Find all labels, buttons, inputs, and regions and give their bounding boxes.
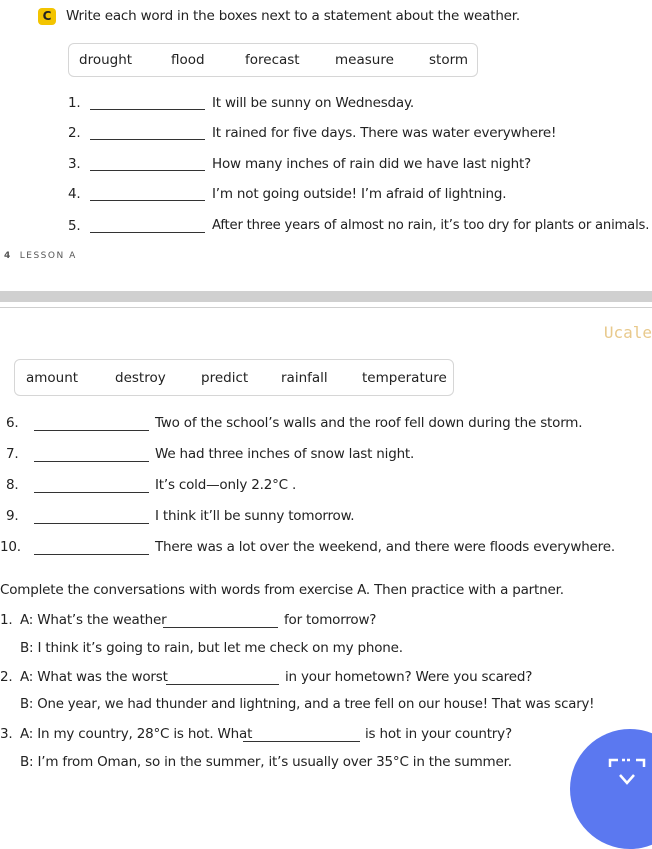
- item-number: 7.: [6, 446, 19, 462]
- line-a-end: in your hometown? Were you scared?: [285, 669, 533, 685]
- word-temperature: temperature: [362, 370, 447, 386]
- answer-blank[interactable]: [90, 200, 205, 201]
- line-b: B: I’m from Oman, so in the summer, it’s usually over 35°C in the summer.: [20, 754, 512, 770]
- item-statement: How many inches of rain did we have last night?: [212, 156, 532, 172]
- conversation-number: 2.: [0, 669, 13, 685]
- watermark: Ucale: [603, 323, 652, 342]
- item-number: 8.: [6, 477, 19, 493]
- item-statement: I’m not going outside! I’m afraid of lightning.: [212, 186, 507, 202]
- answer-blank[interactable]: [243, 741, 360, 742]
- scan-button[interactable]: [570, 729, 652, 849]
- item-statement: It rained for five days. There was water everywhere!: [212, 125, 557, 141]
- line-a-start: A: In my country, 28°C is hot. What: [20, 726, 253, 742]
- answer-blank[interactable]: [90, 109, 205, 110]
- page-footer: [4, 251, 77, 261]
- word-amount: amount: [26, 370, 79, 386]
- answer-blank[interactable]: [34, 430, 149, 431]
- word-rainfall: rainfall: [281, 370, 328, 386]
- word-storm: storm: [429, 52, 469, 68]
- item-statement: It’s cold—only 2.2°C .: [155, 477, 297, 493]
- item-number: 4.: [68, 186, 81, 202]
- answer-blank[interactable]: [34, 492, 149, 493]
- answer-blank[interactable]: [90, 232, 205, 233]
- item-statement: It will be sunny on Wednesday.: [212, 95, 414, 111]
- conversations-instruction: Complete the conversations with words from exercise A. Then practice with a partner.: [0, 582, 564, 598]
- line-a-end: for tomorrow?: [284, 612, 377, 628]
- word-destroy: destroy: [115, 370, 166, 386]
- word-box-2: [14, 359, 454, 396]
- page-gap: [0, 291, 652, 302]
- line-b: B: I think it’s going to rain, but let me check on my phone.: [20, 640, 403, 656]
- conversation-number: 3.: [0, 726, 13, 742]
- item-statement: There was a lot over the weekend, and there were floods everywhere.: [155, 539, 615, 555]
- word-measure: measure: [335, 52, 394, 68]
- page-divider: [0, 307, 652, 308]
- item-number: 2.: [68, 125, 81, 141]
- word-forecast: forecast: [245, 52, 300, 68]
- item-statement: After three years of almost no rain, it’s too dry for plants or animals.: [212, 218, 650, 233]
- answer-blank[interactable]: [166, 684, 279, 685]
- line-b: B: One year, we had thunder and lightning, and a tree fell on our house! That was scary!: [20, 697, 595, 712]
- item-number: 6.: [6, 415, 19, 431]
- word-predict: predict: [201, 370, 249, 386]
- item-number: 9.: [6, 508, 19, 524]
- answer-blank[interactable]: [163, 627, 278, 628]
- conversation-number: 1.: [0, 612, 13, 628]
- answer-blank[interactable]: [34, 554, 149, 555]
- item-statement: We had three inches of snow last night.: [155, 446, 415, 462]
- item-number: 5.: [68, 218, 81, 234]
- word-flood: flood: [171, 52, 205, 68]
- lesson-label: LESSON A: [19, 251, 77, 261]
- item-statement: Two of the school’s walls and the roof fell down during the storm.: [155, 415, 583, 431]
- item-number: 10.: [0, 539, 21, 555]
- answer-blank[interactable]: [34, 523, 149, 524]
- line-a-end: is hot in your country?: [365, 726, 512, 742]
- line-a-start: A: What’s the weather: [20, 612, 167, 628]
- item-number: 1.: [68, 95, 81, 111]
- answer-blank[interactable]: [34, 461, 149, 462]
- item-statement: I think it’ll be sunny tomorrow.: [155, 508, 355, 524]
- section-c-instruction: Write each word in the boxes next to a statement about the weather.: [66, 8, 520, 24]
- line-a-start: A: What was the worst: [20, 669, 168, 685]
- word-drought: drought: [79, 52, 133, 68]
- word-box-c: [68, 43, 478, 77]
- page-number: 4: [4, 251, 12, 261]
- answer-blank[interactable]: [90, 170, 205, 171]
- item-number: 3.: [68, 156, 81, 172]
- answer-blank[interactable]: [90, 139, 205, 140]
- section-badge: C: [38, 8, 56, 25]
- scan-icon: [608, 757, 646, 787]
